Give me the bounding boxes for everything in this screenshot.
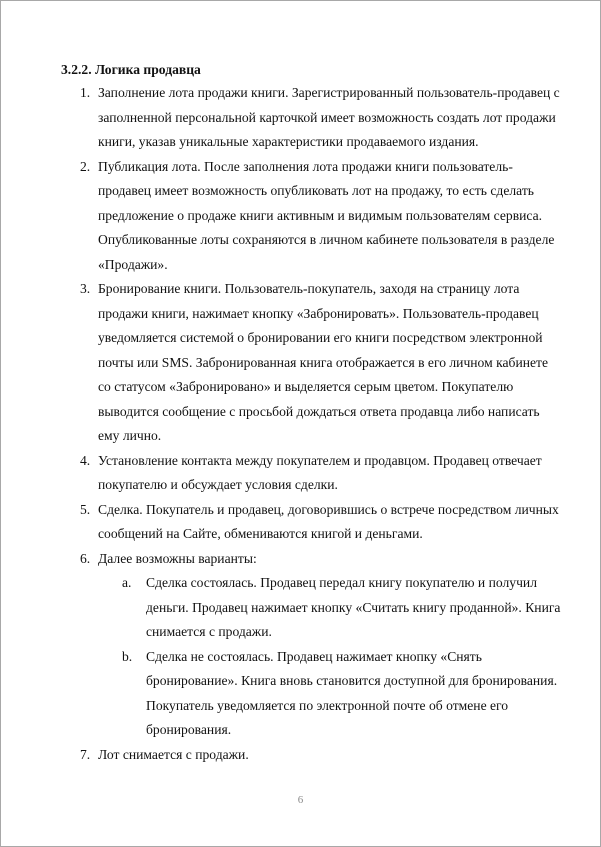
list-item — [61, 155, 561, 278]
sublist-item — [122, 645, 561, 743]
list-item-number: 7. — [80, 746, 91, 762]
seller-logic-list — [61, 81, 561, 767]
list-item-text: Бронирование книги. Пользователь-покупатель, заходя на страницу лота продажи книги, нажимает кнопку «Забронировать». Пользователь-продавец уведомляется системой о бронировании его книги посредством электронной почты или SMS. Забронированная книга отображается в его личном кабинете со статусом «Забронировано» и выделяется серым цветом. Покупателю выводится сообщение с просьбой дождаться ответа продавца либо написать ему лично. — [98, 281, 549, 443]
list-item-text: Сделка. Покупатель и продавец, договорившись о встрече посредством личных сообщений на Сайте, обмениваются книгой и деньгами. — [98, 501, 559, 541]
sublist-item — [122, 571, 561, 645]
list-item-text: Далее возможны варианты: — [98, 550, 257, 566]
list-item — [61, 81, 561, 155]
list-item — [61, 547, 561, 743]
section-number: 3.2.2. — [61, 62, 92, 77]
list-item — [61, 743, 561, 768]
list-item-text: Заполнение лота продажи книги. Зарегистрированный пользователь-продавец с заполненной персональной карточкой имеет возможность создать лот продажи книги, указав уникальные характеристики продаваемого издания. — [98, 85, 560, 149]
sublist-item-letter: a. — [122, 575, 132, 590]
list-item — [61, 449, 561, 498]
list-item-number: 5. — [80, 501, 91, 517]
list-item-number: 2. — [80, 158, 91, 174]
list-item — [61, 498, 561, 547]
section-heading — [61, 58, 201, 82]
list-item-number: 4. — [80, 452, 91, 468]
list-item-number: 6. — [80, 550, 91, 566]
variants-sublist — [98, 571, 561, 743]
sublist-item-letter: b. — [122, 648, 133, 664]
sublist-item-text: Сделка состоялась. Продавец передал книгу покупателю и получил деньги. Продавец нажимает кнопку «Считать книгу проданной». Книга снимается с продажи. — [146, 575, 561, 639]
list-item-text: Публикация лота. После заполнения лота продажи книги пользователь-продавец имеет возможность опубликовать лот на продажу, то есть сделать предложение о продаже книги активным и видимым пользователям сервиса. Опубликованные лоты сохраняются в личном кабинете пользователя в разделе «Продажи». — [98, 158, 555, 272]
list-item-text: Установление контакта между покупателем и продавцом. Продавец отвечает покупателю и обсуждает условия сделки. — [98, 452, 542, 492]
page-number: 6 — [297, 794, 304, 806]
section-title: Логика продавца — [95, 62, 201, 77]
list-item-number: 1. — [80, 85, 91, 100]
list-item — [61, 277, 561, 449]
list-item-number: 3. — [80, 281, 91, 296]
list-item-text: Лот снимается с продажи. — [98, 746, 249, 762]
sublist-item-text: Сделка не состоялась. Продавец нажимает кнопку «Снять бронирование». Книга вновь становится доступной для бронирования. Покупатель уведомляется по электронной почте об отмене его бронирования. — [146, 648, 558, 737]
